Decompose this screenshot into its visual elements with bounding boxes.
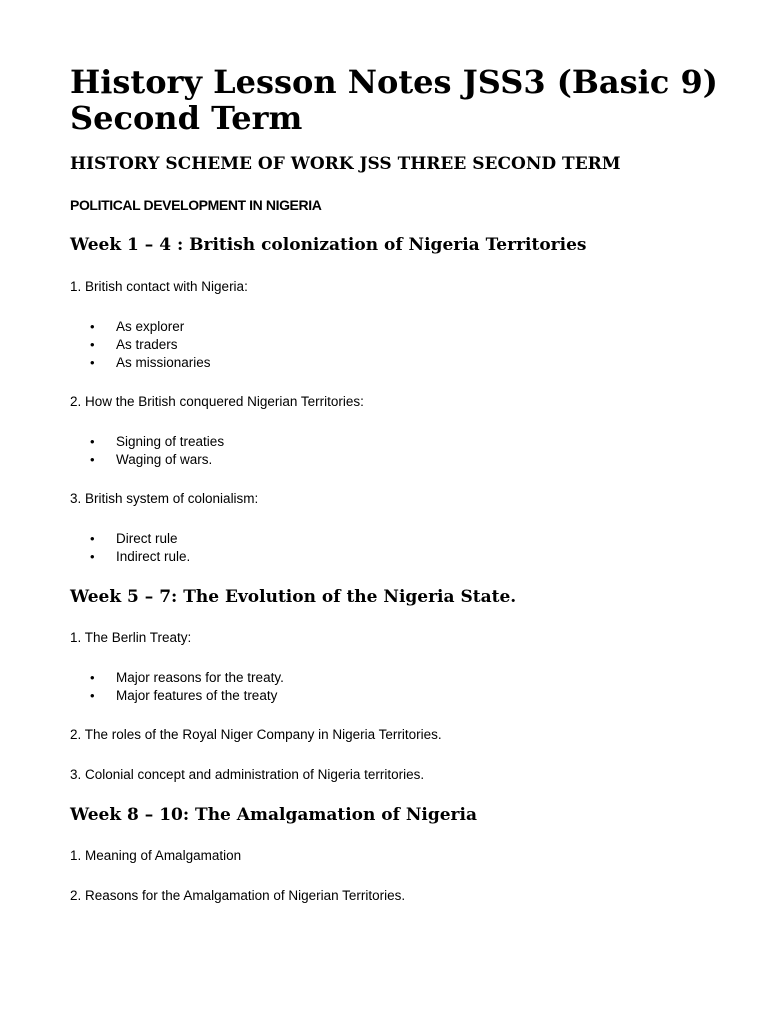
document-title xyxy=(70,64,718,136)
list-item: • Signing of treaties xyxy=(70,433,224,451)
title-line-1: History Lesson Notes JSS3 (Basic 9) xyxy=(70,63,718,101)
week-1-item-1-bullets xyxy=(70,318,211,372)
week-1-heading: Week 1 – 4 : British colonization of Nigeria Territories xyxy=(70,235,587,255)
week-1-item-2-bullets xyxy=(70,433,224,469)
document-subtitle: HISTORY SCHEME OF WORK JSS THREE SECOND TERM xyxy=(70,154,621,174)
week-5-item-1-bullets xyxy=(70,669,284,705)
list-item: • As traders xyxy=(70,336,211,354)
list-item: • Major features of the treaty xyxy=(70,687,284,705)
list-item: • Waging of wars. xyxy=(70,451,224,469)
week-1-item-2: 2. How the British conquered Nigerian Territories: xyxy=(70,394,364,409)
week-8-item-1: 1. Meaning of Amalgamation xyxy=(70,848,242,863)
week-1-item-3-bullets xyxy=(70,530,190,566)
list-item: • Major reasons for the treaty. xyxy=(70,669,284,687)
week-1-item-1: 1. British contact with Nigeria: xyxy=(70,279,248,294)
week-5-heading: Week 5 – 7: The Evolution of the Nigeria State. xyxy=(70,587,517,607)
list-item: • Indirect rule. xyxy=(70,548,190,566)
week-5-item-1: 1. The Berlin Treaty: xyxy=(70,630,192,645)
week-8-item-2: 2. Reasons for the Amalgamation of Nigerian Territories. xyxy=(70,888,406,903)
title-line-2: Second Term xyxy=(70,99,303,137)
week-8-heading: Week 8 – 10: The Amalgamation of Nigeria xyxy=(70,805,477,825)
week-1-item-3: 3. British system of colonialism: xyxy=(70,491,259,506)
list-item: • As missionaries xyxy=(70,354,211,372)
section-label: POLITICAL DEVELOPMENT IN NIGERIA xyxy=(70,197,322,213)
week-5-item-3: 3. Colonial concept and administration of Nigeria territories. xyxy=(70,767,425,782)
list-item: • Direct rule xyxy=(70,530,190,548)
list-item: • As explorer xyxy=(70,318,211,336)
week-5-item-2: 2. The roles of the Royal Niger Company in Nigeria Territories. xyxy=(70,727,442,742)
